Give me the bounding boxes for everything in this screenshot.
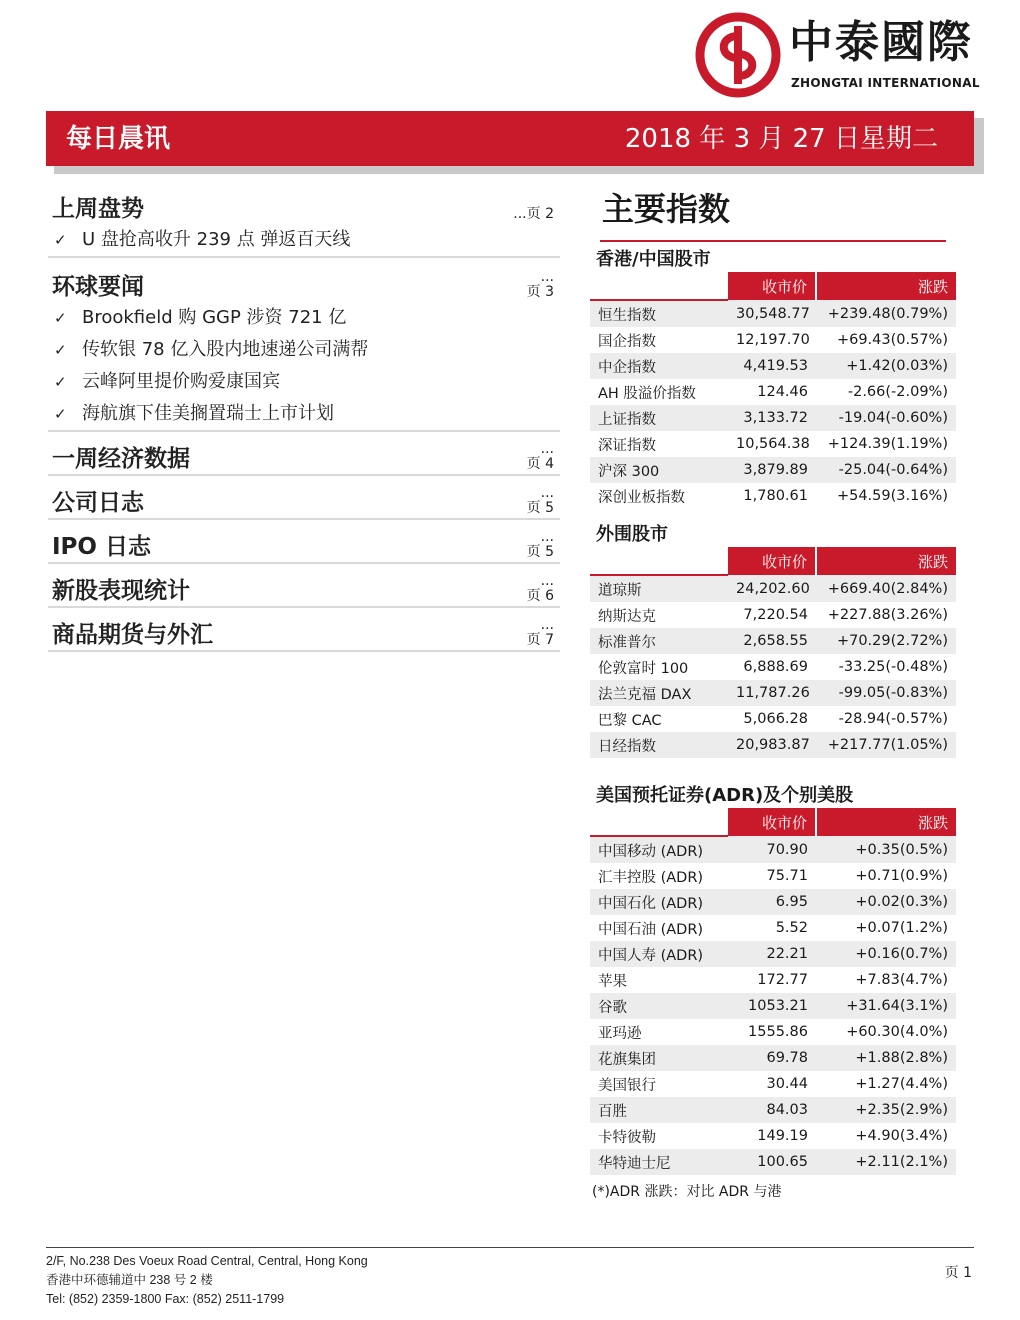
toc-page-ref: ... 页 5 xyxy=(526,529,554,560)
check-icon: ✓ xyxy=(54,405,67,423)
logo-english-name: ZHONGTAI INTERNATIONAL xyxy=(791,76,980,90)
index-close: 70.90 xyxy=(728,836,816,863)
toc-section-title[interactable]: 环球要闻 xyxy=(52,274,144,300)
index-table xyxy=(590,808,956,1175)
table-row xyxy=(590,732,956,758)
company-logo xyxy=(695,12,980,104)
toc-section-header[interactable] xyxy=(48,612,560,650)
check-icon: ✓ xyxy=(54,341,67,359)
index-close: 6,888.69 xyxy=(728,654,816,680)
toc-section xyxy=(48,612,560,652)
toc-bullet-text: 海航旗下佳美搁置瑞士上市计划 xyxy=(82,403,334,424)
index-name: 百胜 xyxy=(590,1097,728,1123)
adr-note: (*)ADR 涨跌：对比 ADR 与港 xyxy=(592,1184,782,1200)
footer-divider xyxy=(46,1247,974,1248)
index-close: 1,780.61 xyxy=(728,483,816,509)
toc-page-ref: ... 页 7 xyxy=(526,617,554,648)
index-close: 124.46 xyxy=(728,379,816,405)
table-row xyxy=(590,706,956,732)
main-indices-title: 主要指数 xyxy=(602,190,731,228)
table-row xyxy=(590,327,956,353)
table-header-row xyxy=(590,547,956,575)
header-close: 收市价 xyxy=(728,547,816,575)
index-change: +60.30(4.0%) xyxy=(816,1019,956,1045)
index-close: 3,879.89 xyxy=(728,457,816,483)
index-name: 标准普尔 xyxy=(590,628,728,654)
header-close: 收市价 xyxy=(728,808,816,836)
index-change: +1.27(4.4%) xyxy=(816,1071,956,1097)
index-name: 中国石油 (ADR) xyxy=(590,915,728,941)
toc-bullet-text: 云峰阿里提价购爱康国宾 xyxy=(82,371,280,392)
index-close: 172.77 xyxy=(728,967,816,993)
table-header-row xyxy=(590,272,956,300)
footer-address-cn: 香港中环德辅道中 238 号 2 楼 xyxy=(46,1273,213,1287)
index-name: 深创业板指数 xyxy=(590,483,728,509)
index-close: 30.44 xyxy=(728,1071,816,1097)
table-row xyxy=(590,680,956,706)
index-name: 亚玛逊 xyxy=(590,1019,728,1045)
index-name: 汇丰控股 (ADR) xyxy=(590,863,728,889)
index-change: +2.11(2.1%) xyxy=(816,1149,956,1175)
toc-bullet-item[interactable] xyxy=(48,334,560,366)
index-name: 中国移动 (ADR) xyxy=(590,836,728,863)
index-name: 中国石化 (ADR) xyxy=(590,889,728,915)
table-row xyxy=(590,654,956,680)
index-table xyxy=(590,272,956,509)
toc-section-title[interactable]: 商品期货与外汇 xyxy=(52,622,213,648)
index-change: +2.35(2.9%) xyxy=(816,1097,956,1123)
check-icon: ✓ xyxy=(54,309,67,327)
toc-bullet-text: Brookfield 购 GGP 涉资 721 亿 xyxy=(82,307,347,328)
toc-section xyxy=(48,524,560,564)
index-change: +0.02(0.3%) xyxy=(816,889,956,915)
index-change: +1.42(0.03%) xyxy=(816,353,956,379)
footer-address-en: 2/F, No.238 Des Voeux Road Central, Central, Hong Kong xyxy=(46,1254,368,1268)
index-change: +669.40(2.84%) xyxy=(816,575,956,602)
toc-bullet-item[interactable] xyxy=(48,398,560,430)
toc-bullet-item[interactable] xyxy=(48,302,560,334)
header-change: 涨跌 xyxy=(816,272,956,300)
index-change: +239.48(0.79%) xyxy=(816,300,956,327)
index-name: 苹果 xyxy=(590,967,728,993)
index-name: 纳斯达克 xyxy=(590,602,728,628)
index-change: +124.39(1.19%) xyxy=(816,431,956,457)
index-change: +0.35(0.5%) xyxy=(816,836,956,863)
index-close: 84.03 xyxy=(728,1097,816,1123)
toc-section-title[interactable]: 一周经济数据 xyxy=(52,446,190,472)
table-row xyxy=(590,836,956,863)
footer-address xyxy=(46,1252,368,1309)
toc-section xyxy=(48,568,560,608)
index-name: 日经指数 xyxy=(590,732,728,758)
index-table xyxy=(590,547,956,758)
toc-section-header[interactable] xyxy=(48,480,560,518)
index-close: 4,419.53 xyxy=(728,353,816,379)
page-number: 页 1 xyxy=(944,1265,972,1281)
header-change: 涨跌 xyxy=(816,547,956,575)
table-row xyxy=(590,602,956,628)
index-section-title: 外围股市 xyxy=(596,524,668,545)
toc-page-ref: ... 页 3 xyxy=(526,269,554,300)
toc-section-header[interactable] xyxy=(48,186,560,224)
index-change: +1.88(2.8%) xyxy=(816,1045,956,1071)
index-name: 伦敦富时 100 xyxy=(590,654,728,680)
toc-section xyxy=(48,480,560,520)
toc-section-title[interactable]: IPO 日志 xyxy=(52,534,151,560)
table-row xyxy=(590,431,956,457)
index-change: -33.25(-0.48%) xyxy=(816,654,956,680)
index-close: 149.19 xyxy=(728,1123,816,1149)
index-sections xyxy=(590,248,956,1175)
toc-page-ref: ... 页 4 xyxy=(526,441,554,472)
toc-section xyxy=(48,264,560,432)
index-change: +217.77(1.05%) xyxy=(816,732,956,758)
toc-section-header[interactable] xyxy=(48,568,560,606)
table-row xyxy=(590,889,956,915)
index-close: 20,983.87 xyxy=(728,732,816,758)
index-name: 谷歌 xyxy=(590,993,728,1019)
table-row xyxy=(590,1045,956,1071)
table-row xyxy=(590,993,956,1019)
index-section-title: 美国预托证券(ADR)及个别美股 xyxy=(596,785,854,806)
table-row xyxy=(590,300,956,327)
table-row xyxy=(590,575,956,602)
index-change: -28.94(-0.57%) xyxy=(816,706,956,732)
index-change: -25.04(-0.64%) xyxy=(816,457,956,483)
index-name: 沪深 300 xyxy=(590,457,728,483)
toc-section-title[interactable]: 新股表现统计 xyxy=(52,578,190,604)
table-row xyxy=(590,967,956,993)
index-change: -2.66(-2.09%) xyxy=(816,379,956,405)
index-name: AH 股溢价指数 xyxy=(590,379,728,405)
report-title: 每日晨讯 xyxy=(66,124,171,154)
table-row xyxy=(590,483,956,509)
index-name: 中国人寿 (ADR) xyxy=(590,941,728,967)
table-row xyxy=(590,1123,956,1149)
index-change: +69.43(0.57%) xyxy=(816,327,956,353)
logo-chinese-name: 中泰國際 xyxy=(789,17,973,68)
toc-section-header[interactable] xyxy=(48,264,560,302)
index-close: 5,066.28 xyxy=(728,706,816,732)
index-change: -19.04(-0.60%) xyxy=(816,405,956,431)
toc-bullet-text: 传软银 78 亿入股内地速递公司满帮 xyxy=(82,339,369,360)
index-change: +227.88(3.26%) xyxy=(816,602,956,628)
index-name: 卡特彼勒 xyxy=(590,1123,728,1149)
toc-section-header[interactable] xyxy=(48,524,560,562)
index-name: 美国银行 xyxy=(590,1071,728,1097)
check-icon: ✓ xyxy=(54,373,67,391)
index-close: 2,658.55 xyxy=(728,628,816,654)
table-row xyxy=(590,1149,956,1175)
index-name: 上证指数 xyxy=(590,405,728,431)
index-close: 12,197.70 xyxy=(728,327,816,353)
index-change: +70.29(2.72%) xyxy=(816,628,956,654)
table-row xyxy=(590,353,956,379)
index-close: 6.95 xyxy=(728,889,816,915)
table-row xyxy=(590,1097,956,1123)
index-change: +0.16(0.7%) xyxy=(816,941,956,967)
zhongtai-logo-icon xyxy=(695,12,781,98)
index-close: 1053.21 xyxy=(728,993,816,1019)
index-close: 75.71 xyxy=(728,863,816,889)
index-change: +54.59(3.16%) xyxy=(816,483,956,509)
toc-bullet-item[interactable] xyxy=(48,224,560,256)
index-change: +31.64(3.1%) xyxy=(816,993,956,1019)
index-change: +0.71(0.9%) xyxy=(816,863,956,889)
toc-bullet-text: U 盘抢高收升 239 点 弹返百天线 xyxy=(82,229,351,250)
index-close: 30,548.77 xyxy=(728,300,816,327)
index-change: -99.05(-0.83%) xyxy=(816,680,956,706)
table-row xyxy=(590,1019,956,1045)
header-close: 收市价 xyxy=(728,272,816,300)
index-close: 1555.86 xyxy=(728,1019,816,1045)
table-row xyxy=(590,379,956,405)
check-icon: ✓ xyxy=(54,231,67,249)
table-header-row xyxy=(590,808,956,836)
index-close: 7,220.54 xyxy=(728,602,816,628)
table-row xyxy=(590,1071,956,1097)
toc-section-title[interactable]: 公司日志 xyxy=(52,490,144,516)
toc-section xyxy=(48,436,560,476)
index-name: 花旗集团 xyxy=(590,1045,728,1071)
index-name: 深证指数 xyxy=(590,431,728,457)
index-change: +7.83(4.7%) xyxy=(816,967,956,993)
index-close: 10,564.38 xyxy=(728,431,816,457)
table-of-contents xyxy=(48,186,560,656)
header-name xyxy=(590,547,728,575)
index-change: +4.90(3.4%) xyxy=(816,1123,956,1149)
index-change: +0.07(1.2%) xyxy=(816,915,956,941)
index-name: 华特迪士尼 xyxy=(590,1149,728,1175)
index-close: 100.65 xyxy=(728,1149,816,1175)
index-close: 69.78 xyxy=(728,1045,816,1071)
toc-section xyxy=(48,186,560,258)
table-row xyxy=(590,941,956,967)
index-close: 5.52 xyxy=(728,915,816,941)
index-close: 24,202.60 xyxy=(728,575,816,602)
table-row xyxy=(590,628,956,654)
table-row xyxy=(590,915,956,941)
index-name: 道琼斯 xyxy=(590,575,728,602)
index-name: 巴黎 CAC xyxy=(590,706,728,732)
index-close: 3,133.72 xyxy=(728,405,816,431)
title-divider xyxy=(600,240,946,242)
footer-contact: Tel: (852) 2359-1800 Fax: (852) 2511-1799 xyxy=(46,1292,285,1306)
index-name: 法兰克福 DAX xyxy=(590,680,728,706)
index-name: 恒生指数 xyxy=(590,300,728,327)
table-row xyxy=(590,457,956,483)
header-name xyxy=(590,272,728,300)
toc-page-ref: ... 页 6 xyxy=(526,573,554,604)
header-change: 涨跌 xyxy=(816,808,956,836)
index-close: 22.21 xyxy=(728,941,816,967)
title-banner xyxy=(46,111,974,166)
index-section-title: 香港/中国股市 xyxy=(596,249,711,270)
toc-section-title[interactable]: 上周盘势 xyxy=(52,196,144,222)
toc-section-header[interactable] xyxy=(48,436,560,474)
report-date: 2018 年 3 月 27 日星期二 xyxy=(624,124,938,154)
index-close: 11,787.26 xyxy=(728,680,816,706)
table-row xyxy=(590,863,956,889)
toc-page-ref: ... 页 5 xyxy=(526,485,554,516)
main-indices-panel xyxy=(590,186,956,1201)
header-name xyxy=(590,808,728,836)
table-row xyxy=(590,405,956,431)
toc-page-ref: ...页 2 xyxy=(513,206,554,222)
index-name: 中企指数 xyxy=(590,353,728,379)
index-name: 国企指数 xyxy=(590,327,728,353)
toc-bullet-item[interactable] xyxy=(48,366,560,398)
